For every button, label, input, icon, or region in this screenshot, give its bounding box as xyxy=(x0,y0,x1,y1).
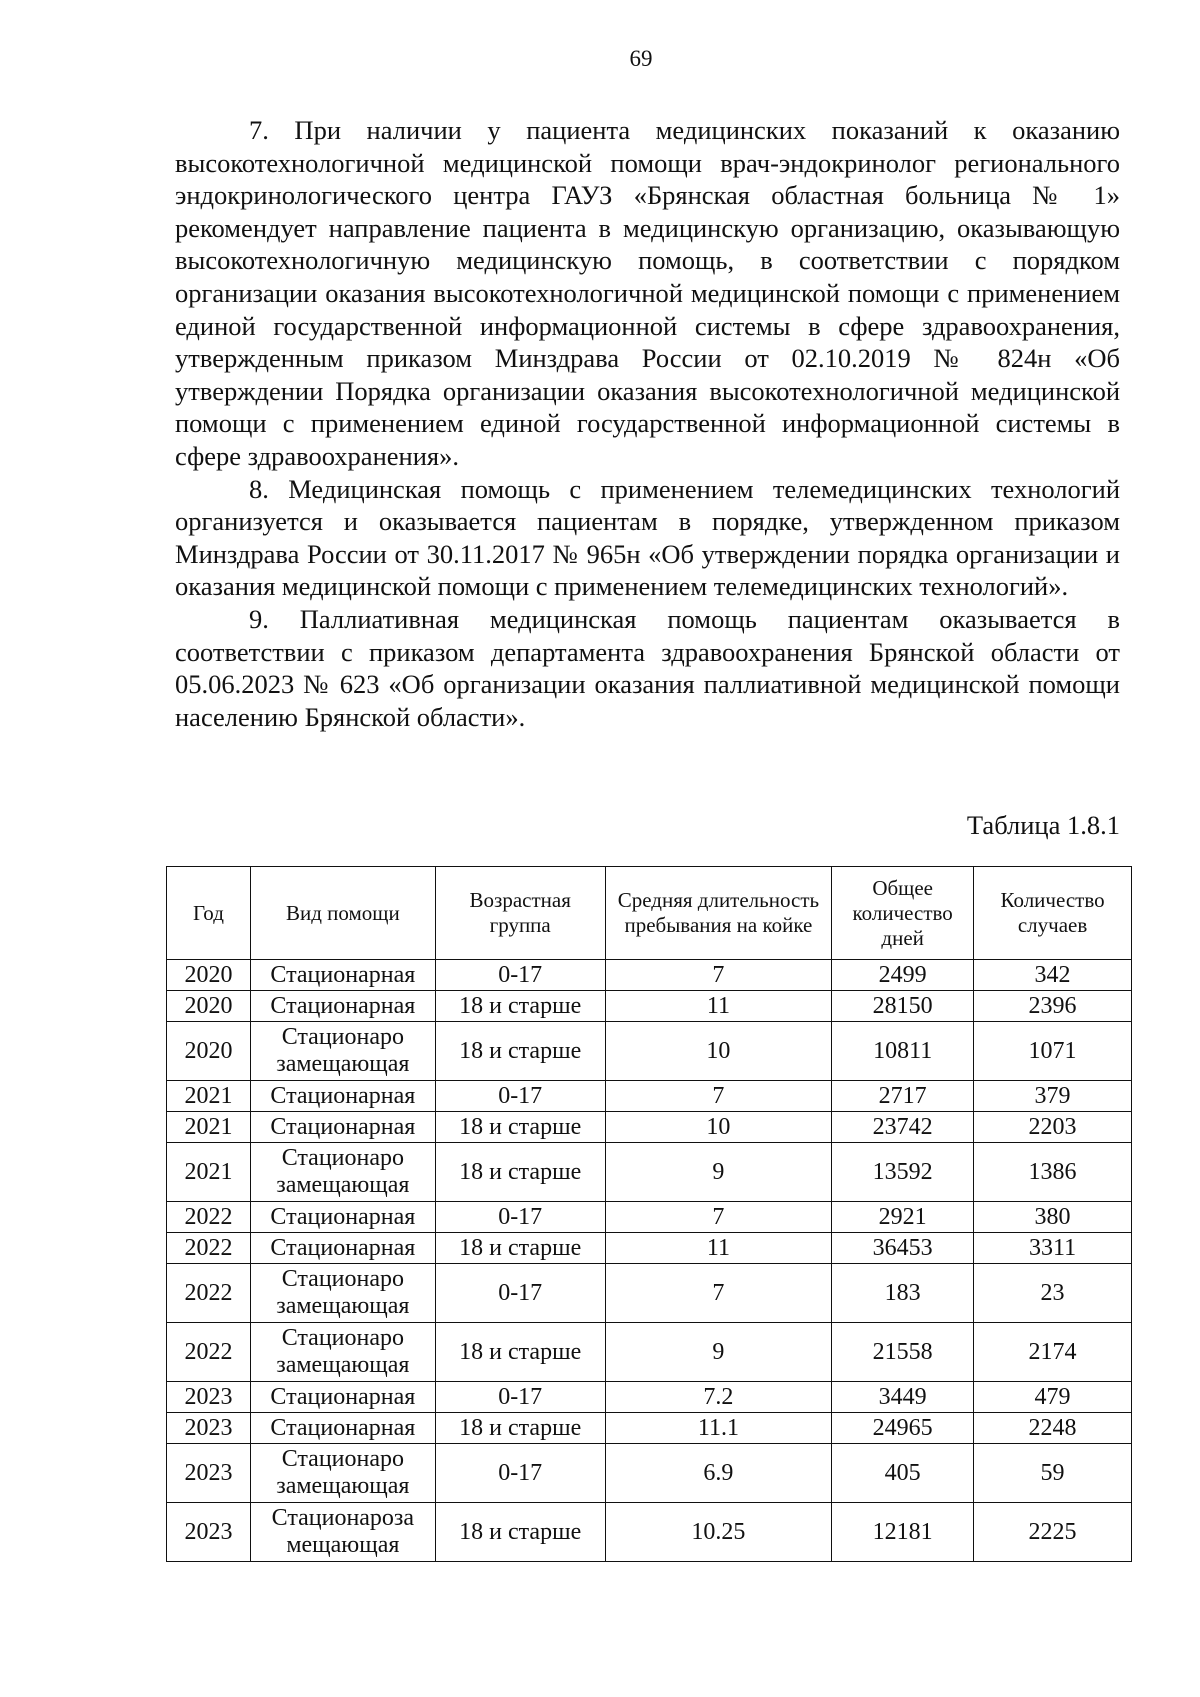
cell-total-days: 10811 xyxy=(832,1022,974,1081)
cell-avg-stay: 6.9 xyxy=(605,1444,832,1503)
cell-care-type: Стационарная xyxy=(250,1382,435,1413)
cell-cases: 59 xyxy=(974,1444,1132,1503)
table-row xyxy=(167,1233,1132,1264)
table-row xyxy=(167,1022,1132,1081)
cell-cases: 1386 xyxy=(974,1143,1132,1202)
header-year: Год xyxy=(167,867,251,960)
cell-age-group: 18 и старше xyxy=(435,1022,605,1081)
cell-cases: 1071 xyxy=(974,1022,1132,1081)
cell-total-days: 28150 xyxy=(832,991,974,1022)
cell-avg-stay: 10 xyxy=(605,1022,832,1081)
table-row xyxy=(167,1143,1132,1202)
cell-cases: 380 xyxy=(974,1202,1132,1233)
table-row xyxy=(167,1323,1132,1382)
cell-year: 2020 xyxy=(167,960,251,991)
cell-cases: 23 xyxy=(974,1264,1132,1323)
cell-age-group: 18 и старше xyxy=(435,1413,605,1444)
cell-cases: 342 xyxy=(974,960,1132,991)
cell-care-type: Стационарная xyxy=(250,1413,435,1444)
cell-avg-stay: 11 xyxy=(605,991,832,1022)
table-row xyxy=(167,1444,1132,1503)
table-row xyxy=(167,1413,1132,1444)
cell-year: 2020 xyxy=(167,991,251,1022)
cell-age-group: 18 и старше xyxy=(435,1112,605,1143)
cell-year: 2021 xyxy=(167,1143,251,1202)
cell-year: 2022 xyxy=(167,1264,251,1323)
cell-total-days: 12181 xyxy=(832,1503,974,1562)
table-row xyxy=(167,960,1132,991)
document-body xyxy=(175,114,1120,733)
page-number: 69 xyxy=(629,46,653,71)
cell-year: 2023 xyxy=(167,1503,251,1562)
cell-age-group: 0-17 xyxy=(435,1382,605,1413)
cell-age-group: 0-17 xyxy=(435,1444,605,1503)
cell-care-type: Стационарная xyxy=(250,1202,435,1233)
cell-care-type: Стационарная xyxy=(250,1233,435,1264)
cell-avg-stay: 10.25 xyxy=(605,1503,832,1562)
cell-cases: 2203 xyxy=(974,1112,1132,1143)
cell-avg-stay: 7 xyxy=(605,1264,832,1323)
cell-total-days: 36453 xyxy=(832,1233,974,1264)
table-row xyxy=(167,1202,1132,1233)
table-caption: Таблица 1.8.1 xyxy=(966,810,1120,840)
header-age-group: Возрастная группа xyxy=(435,867,605,960)
cell-cases: 2396 xyxy=(974,991,1132,1022)
cell-year: 2022 xyxy=(167,1202,251,1233)
cell-care-type: Стационаро замещающая xyxy=(250,1022,435,1081)
cell-age-group: 0-17 xyxy=(435,1202,605,1233)
cell-total-days: 3449 xyxy=(832,1382,974,1413)
cell-care-type: Стационарная xyxy=(250,960,435,991)
cell-age-group: 18 и старше xyxy=(435,991,605,1022)
cell-year: 2020 xyxy=(167,1022,251,1081)
cell-year: 2021 xyxy=(167,1081,251,1112)
cell-avg-stay: 11 xyxy=(605,1233,832,1264)
cell-avg-stay: 11.1 xyxy=(605,1413,832,1444)
cell-year: 2022 xyxy=(167,1233,251,1264)
header-care-type: Вид помощи xyxy=(250,867,435,960)
cell-age-group: 18 и старше xyxy=(435,1503,605,1562)
cell-cases: 479 xyxy=(974,1382,1132,1413)
paragraph-8: 8. Медицинская помощь с применением телемедицинских технологий организуется и оказывается пациентам в порядке, утвержденном приказом Минздрава России от 30.11.2017 № 965н «Об утверждении порядка организации и оказания медицинской помощи с применением телемедицинских технологий». xyxy=(175,473,1120,602)
cell-total-days: 23742 xyxy=(832,1112,974,1143)
cell-total-days: 21558 xyxy=(832,1323,974,1382)
cell-cases: 2248 xyxy=(974,1413,1132,1444)
cell-avg-stay: 9 xyxy=(605,1143,832,1202)
cell-total-days: 183 xyxy=(832,1264,974,1323)
table-row xyxy=(167,1081,1132,1112)
table-body xyxy=(167,960,1132,1562)
cell-year: 2022 xyxy=(167,1323,251,1382)
cell-age-group: 0-17 xyxy=(435,960,605,991)
cell-year: 2023 xyxy=(167,1382,251,1413)
cell-care-type: Стационароза мещающая xyxy=(250,1503,435,1562)
cell-total-days: 24965 xyxy=(832,1413,974,1444)
cell-age-group: 18 и старше xyxy=(435,1143,605,1202)
paragraph-7: 7. При наличии у пациента медицинских показаний к оказанию высокотехнологичной медицинской помощи врач-эндокринолог регионального эндокринологического центра ГАУЗ «Брянская областная больница № 1» рекомендует направление пациента в медицинскую организацию, оказывающую высокотехнологичную медицинскую помощь, в соответствии с порядком организации оказания высокотехнологичной медицинской помощи с применением единой государственной информационной системы в сфере здравоохранения, утвержденным приказом Минздрава России от 02.10.2019 № 824н «Об утверждении Порядка организации оказания высокотехнологичной медицинской помощи с применением единой государственной информационной системы в сфере здравоохранения». xyxy=(175,115,1120,471)
cell-care-type: Стационарная xyxy=(250,1112,435,1143)
cell-avg-stay: 7.2 xyxy=(605,1382,832,1413)
table-row xyxy=(167,1264,1132,1323)
cell-age-group: 0-17 xyxy=(435,1264,605,1323)
cell-year: 2023 xyxy=(167,1413,251,1444)
paragraph-9: 9. Паллиативная медицинская помощь пациентам оказывается в соответствии с приказом департамента здравоохранения Брянской области от 05.06.2023 № 623 «Об организации оказания паллиативной медицинской помощи населению Брянской области». xyxy=(175,603,1120,732)
cell-age-group: 18 и старше xyxy=(435,1233,605,1264)
table-row xyxy=(167,1382,1132,1413)
cell-total-days: 2499 xyxy=(832,960,974,991)
cell-cases: 2174 xyxy=(974,1323,1132,1382)
cell-care-type: Стационаро замещающая xyxy=(250,1143,435,1202)
cell-cases: 2225 xyxy=(974,1503,1132,1562)
cell-care-type: Стационарная xyxy=(250,1081,435,1112)
cell-cases: 3311 xyxy=(974,1233,1132,1264)
cell-age-group: 18 и старше xyxy=(435,1323,605,1382)
cell-cases: 379 xyxy=(974,1081,1132,1112)
cell-avg-stay: 7 xyxy=(605,1202,832,1233)
header-avg-stay: Средняя длительность пребывания на койке xyxy=(605,867,832,960)
header-cases: Количество случаев xyxy=(974,867,1132,960)
cell-avg-stay: 7 xyxy=(605,1081,832,1112)
cell-care-type: Стационаро замещающая xyxy=(250,1323,435,1382)
cell-total-days: 405 xyxy=(832,1444,974,1503)
table-row xyxy=(167,1503,1132,1562)
cell-year: 2021 xyxy=(167,1112,251,1143)
table-row xyxy=(167,1112,1132,1143)
table-header-row xyxy=(167,867,1132,960)
table-row xyxy=(167,991,1132,1022)
header-total-days: Общее количество дней xyxy=(832,867,974,960)
cell-care-type: Стационарная xyxy=(250,991,435,1022)
cell-avg-stay: 9 xyxy=(605,1323,832,1382)
cell-avg-stay: 7 xyxy=(605,960,832,991)
cell-care-type: Стационаро замещающая xyxy=(250,1444,435,1503)
cell-avg-stay: 10 xyxy=(605,1112,832,1143)
cell-total-days: 13592 xyxy=(832,1143,974,1202)
cell-year: 2023 xyxy=(167,1444,251,1503)
cell-age-group: 0-17 xyxy=(435,1081,605,1112)
cell-total-days: 2717 xyxy=(832,1081,974,1112)
data-table xyxy=(166,866,1132,1562)
cell-total-days: 2921 xyxy=(832,1202,974,1233)
cell-care-type: Стационаро замещающая xyxy=(250,1264,435,1323)
